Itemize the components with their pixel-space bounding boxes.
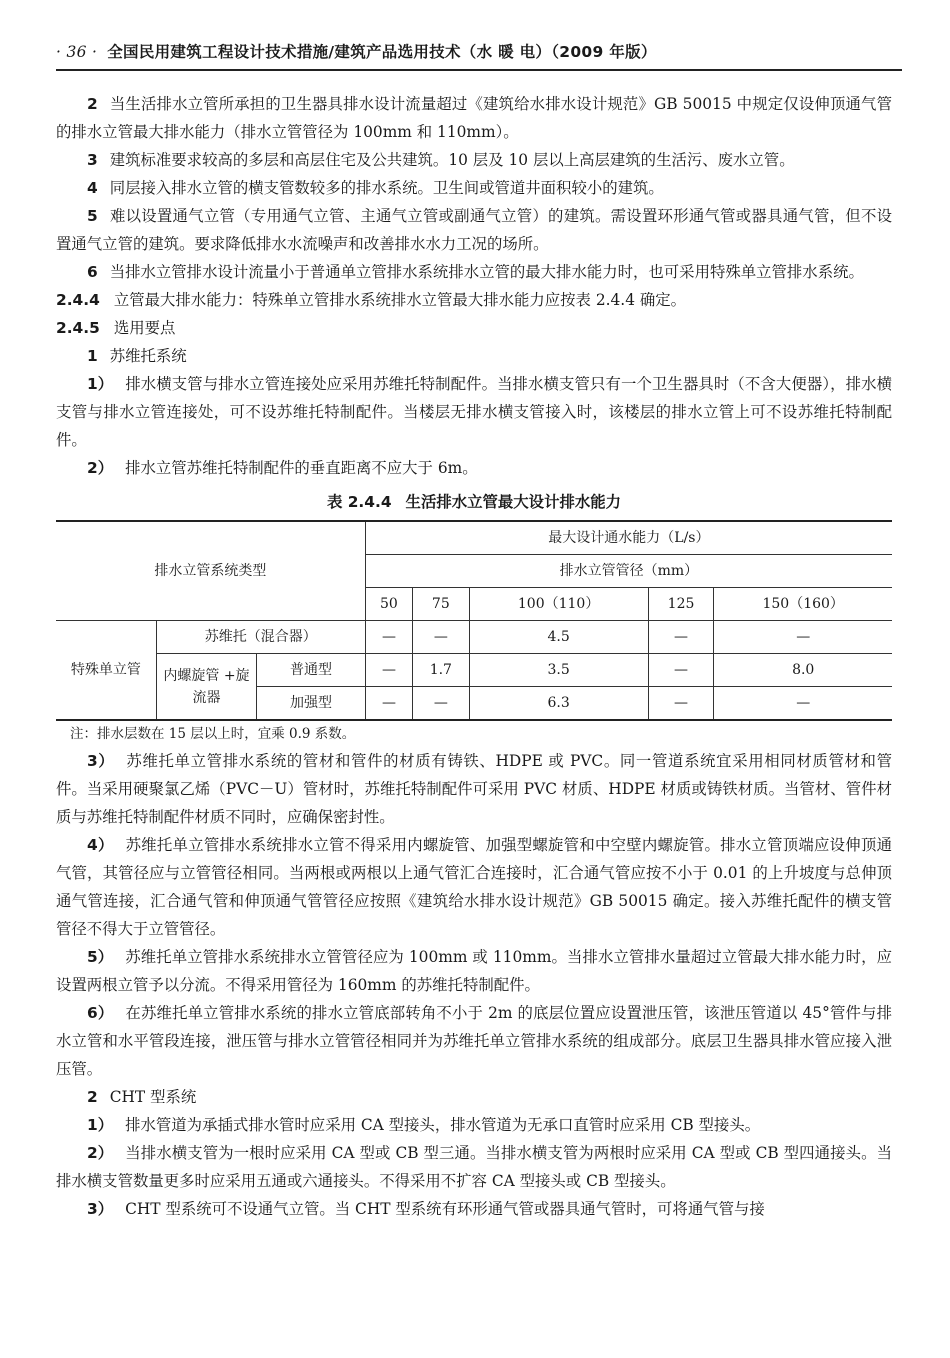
section-2-4-5 <box>56 314 892 342</box>
row-label: 普通型 <box>257 654 366 687</box>
item-text: 难以设置通气立管（专用通气立管、主通气立管或副通气立管）的建筑。需设置环形通气管或器具通气管，但不设置通气立管的建筑。要求降低排水水流噪声和改善排水水力工况的场所。 <box>56 207 892 253</box>
item-text: 排水横支管与排水立管连接处应采用苏维托特制配件。当排水横支管只有一个卫生器具时（不含大便器），排水横支管与排水立管连接处，可不设苏维托特制配件。当楼层无排水横支管接入时，该楼层的排水立管上可不设苏维托特制配件。 <box>56 375 892 449</box>
dia-cell: 75 <box>413 588 469 621</box>
item-number: 2 <box>87 1088 98 1106</box>
cht-para-1 <box>56 1111 892 1139</box>
row-group-label: 内螺旋管 +旋流器 <box>156 654 256 721</box>
value-cell: — <box>365 654 412 687</box>
value-cell: — <box>648 654 714 687</box>
item-number: 4 <box>87 179 98 197</box>
item-text: 在苏维托单立管排水系统的排水立管底部转角不小于 2m 的底层位置应设置泄压管，该泄压管道以 45°管件与排水立管和水平管段连接，泄压管与排水立管管径相同并为苏维托单立管排水系统的组成部分。底层卫生器具排水管应接入泄压管。 <box>56 1004 892 1078</box>
value-cell: — <box>365 621 412 654</box>
dia-cell: 100（110） <box>469 588 648 621</box>
cht-para-3 <box>56 1195 892 1223</box>
section-text: 选用要点 <box>113 319 176 337</box>
group-label: 特殊单立管 <box>56 621 156 721</box>
value-cell: — <box>648 687 714 721</box>
para-1 <box>56 370 892 454</box>
item-2 <box>56 90 892 146</box>
item-number: 2 <box>87 95 98 113</box>
cht-para-2 <box>56 1139 892 1195</box>
section-text: 立管最大排水能力：特殊单立管排水系统排水立管最大排水能力应按表 2.4.4 确定。 <box>113 291 687 309</box>
header-capacity: 最大设计通水能力（L/s） <box>365 521 892 555</box>
dia-cell: 125 <box>648 588 714 621</box>
para-3 <box>56 747 892 831</box>
table-note: 注：排水层数在 15 层以上时，宜乘 0.9 系数。 <box>70 726 356 742</box>
item-text: 排水立管苏维托特制配件的垂直距离不应大于 6m。 <box>125 459 478 477</box>
item-text: 当排水立管排水设计流量小于普通单立管排水系统排水立管的最大排水能力时，也可采用特殊单立管排水系统。 <box>109 263 864 281</box>
item-text: 当生活排水立管所承担的卫生器具排水设计流量超过《建筑给水排水设计规范》GB 50015 中规定仅设伸顶通气管的排水立管最大排水能力（排水立管管径为 100mm 和 110mm）。 <box>56 95 892 141</box>
row-label: 苏维托（混合器） <box>156 621 365 654</box>
value-cell: — <box>648 621 714 654</box>
value-cell: — <box>714 687 892 721</box>
table-row <box>56 621 892 654</box>
header-diameter: 排水立管管径（mm） <box>365 555 892 588</box>
subsection-1 <box>56 342 892 370</box>
value-cell: — <box>714 621 892 654</box>
item-number: 4） <box>87 836 114 854</box>
page-header <box>56 40 902 62</box>
para-2 <box>56 454 892 482</box>
table-number: 表 2.4.4 <box>326 493 392 511</box>
item-number: 1） <box>87 375 114 393</box>
running-title: 全国民用建筑工程设计技术措施/建筑产品选用技术（水 暖 电）（2009 年版） <box>107 43 657 61</box>
item-text: 当排水横支管为一根时应采用 CA 型或 CB 型三通。当排水横支管为两根时应采用 CA 型或 CB 型四通接头。当排水横支管数量更多时应采用五通或六通接头。不得采用不扩容 CA 型接头或 CB 型接头。 <box>56 1144 892 1190</box>
item-number: 1） <box>87 1116 114 1134</box>
item-text: 苏维托单立管排水系统排水立管不得采用内螺旋管、加强型螺旋管和中空壁内螺旋管。排水立管顶端应设伸顶通气管，其管径应与立管管径相同。当两根或两根以上通气管汇合连接时，汇合通气管应按不小于 0.01 的上升坡度与总伸顶通气管连接，汇合通气管和伸顶通气管管径应按照《建筑给水排水设计规范》GB 50015 确定。接入苏维托配件的横支管管径不得大于立管管径。 <box>56 836 892 938</box>
item-number: 2） <box>87 459 114 477</box>
item-number: 3 <box>87 151 98 169</box>
row-label: 加强型 <box>257 687 366 721</box>
item-text: 建筑标准要求较高的多层和高层住宅及公共建筑。10 层及 10 层以上高层建筑的生活污、废水立管。 <box>109 151 795 169</box>
value-cell: 3.5 <box>469 654 648 687</box>
subsection-2 <box>56 1083 892 1111</box>
item-text: 同层接入排水立管的横支管数较多的排水系统。卫生间或管道井面积较小的建筑。 <box>109 179 664 197</box>
value-cell: — <box>413 687 469 721</box>
item-6 <box>56 258 892 286</box>
item-number: 3） <box>87 1200 114 1218</box>
data-table <box>56 520 892 721</box>
item-text: 苏维托单立管排水系统的管材和管件的材质有铸铁、HDPE 或 PVC。同一管道系统宜采用相同材质管材和管件。当采用硬聚氯乙烯（PVC－U）管材时，苏维托特制配件可采用 PVC 材质、HDPE 材质或铸铁材质。当管材、管件材质与苏维托特制配件材质不同时，应确保密封性。 <box>56 752 892 826</box>
section-number: 2.4.4 <box>56 291 100 309</box>
item-number: 5） <box>87 948 114 966</box>
para-5 <box>56 943 892 999</box>
value-cell: — <box>365 687 412 721</box>
section-2-4-4 <box>56 286 892 314</box>
value-cell: 4.5 <box>469 621 648 654</box>
table-row <box>56 654 892 687</box>
dia-cell: 150（160） <box>714 588 892 621</box>
item-text: CHT 型系统可不设通气立管。当 CHT 型系统有环形通气管或器具通气管时，可将通气管与接 <box>125 1200 765 1218</box>
header-system-type: 排水立管系统类型 <box>56 521 365 621</box>
para-4 <box>56 831 892 943</box>
header-rule <box>56 69 902 71</box>
item-4 <box>56 174 892 202</box>
item-number: 5 <box>87 207 98 225</box>
item-5 <box>56 202 892 258</box>
item-text: 苏维托单立管排水系统排水立管管径应为 100mm 或 110mm。当排水立管排水量超过立管最大排水能力时，应设置两根立管予以分流。不得采用管径为 160mm 的苏维托特制配件。 <box>56 948 892 994</box>
item-text: CHT 型系统 <box>109 1088 197 1106</box>
item-text: 排水管道为承插式排水管时应采用 CA 型接头，排水管道为无承口直管时应采用 CB 型接头。 <box>125 1116 761 1134</box>
item-3 <box>56 146 892 174</box>
item-number: 6 <box>87 263 98 281</box>
value-cell: 1.7 <box>413 654 469 687</box>
item-number: 3） <box>87 752 115 770</box>
value-cell: — <box>413 621 469 654</box>
item-text: 苏维托系统 <box>109 347 187 365</box>
page-number: · 36 · <box>56 43 98 61</box>
section-number: 2.4.5 <box>56 319 100 337</box>
para-6 <box>56 999 892 1083</box>
item-number: 6） <box>87 1004 114 1022</box>
body-text <box>56 90 892 1223</box>
value-cell: 8.0 <box>714 654 892 687</box>
item-number: 1 <box>87 347 98 365</box>
table-title: 生活排水立管最大设计排水能力 <box>405 493 622 511</box>
value-cell: 6.3 <box>469 687 648 721</box>
dia-cell: 50 <box>365 588 412 621</box>
item-number: 2） <box>87 1144 114 1162</box>
table-caption <box>56 488 892 516</box>
